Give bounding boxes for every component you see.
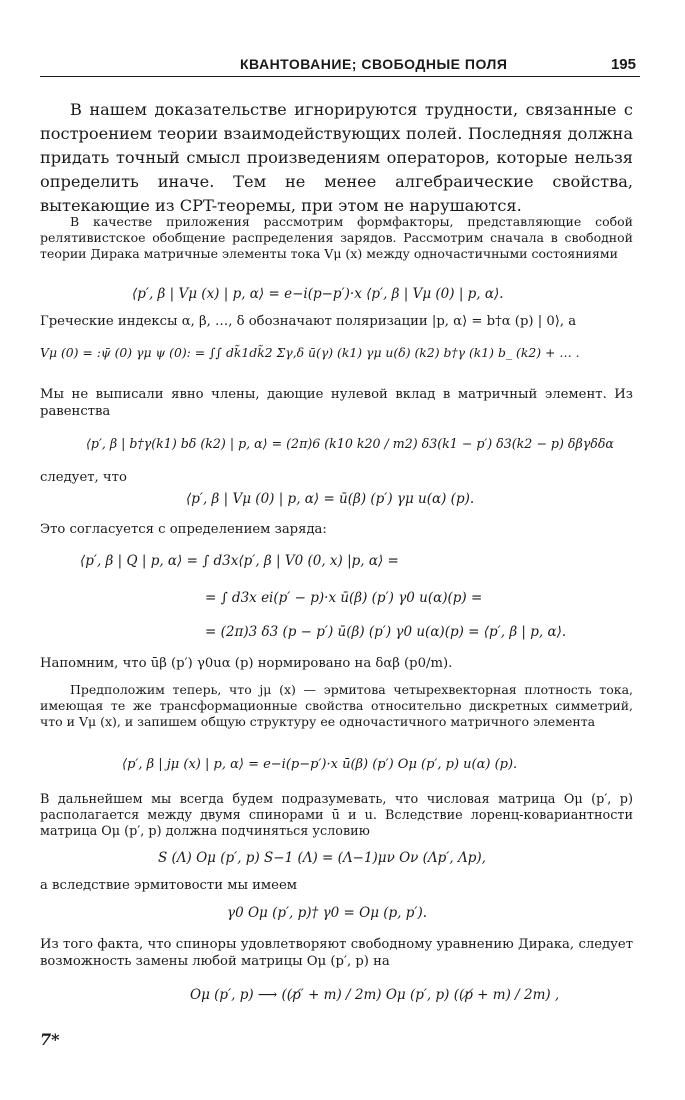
paragraph-hermiticity: а вследствие эрмитовости мы имеем [40, 878, 298, 893]
intro-paragraph: В нашем доказательстве игнорируются трудности, связанные с построением теории взаимодействующих полей. Последняя должна придать точный смысл произведениям операторов, которые нельзя определить иначе. Тем не менее алгебраические свойства, вытекающие из CPT-теоремы, при этом не нарушаются. [40, 100, 633, 215]
paragraph-charge: Это согласуется с определением заряда: [40, 522, 327, 537]
paragraph-suppose: Предположим теперь, что jμ (x) — эрмитова четырехвекторная плотность тока, имеющая те же трансформационные свойства относительно дискретных симметрий, что и Vμ (x), и запишем общую структуру ее одночастичного матричного элемента [40, 682, 633, 730]
equation-9: Oμ (p′, p) ⟶ ((p̸′ + m) / 2m) Oμ (p′, p) ((p̸ + m) / 2m) , [190, 987, 560, 1003]
page-number: 195 [610, 56, 636, 73]
equation-5b: = ∫ d3x ei(p′ − p)·x ū(β) (p′) γ0 u(α)(p) = [205, 590, 483, 606]
header-rule [40, 76, 640, 77]
page-header [40, 50, 640, 80]
equation-5c: = (2π)3 δ3 (p − p′) ū(β) (p′) γ0 u(α)(p) = ⟨p′, β | p, α⟩. [205, 624, 567, 640]
paragraph-spinors: Из того факта, что спиноры удовлетворяют свободному уравнению Дирака, следует возможность замены любой матрицы Oμ (p′, p) на [40, 937, 633, 969]
equation-4: ⟨p′, β | Vμ (0) | p, α⟩ = ū(β) (p′) γμ u(α) (p). [186, 491, 475, 507]
paragraph-further: В дальнейшем мы всегда будем подразумевать, что числовая матрица Oμ (p′, p) располагается между двумя спинорами ū и u. Вследствие лоренц-ковариантности матрица Oμ (p′, p) должна подчиняться условию [40, 792, 633, 840]
paragraph-omitted-terms: Мы не выписали явно члены, дающие нулевой вклад в матричный элемент. Из равенства [40, 387, 633, 419]
equation-7: S (Λ) Oμ (p′, p) S−1 (Λ) = (Λ−1)μν Oν (Λp′, Λp), [158, 850, 486, 866]
equation-5a: ⟨p′, β | Q | p, α⟩ = ∫ d3x⟨p′, β | V0 (0, x) |p, α⟩ = [80, 553, 399, 569]
paragraph-follows: следует, что [40, 470, 127, 485]
running-title: КВАНТОВАНИЕ; СВОБОДНЫЕ ПОЛЯ [240, 56, 508, 72]
paragraph-greek-indices: Греческие индексы α, β, …, δ обозначают поляризации |p, α⟩ = b†α (p) | 0⟩, а [40, 314, 577, 329]
equation-3: ⟨p′, β | b†γ(k1) bδ (k2) | p, α⟩ = (2π)6 (k10 k20 / m2) δ3(k1 − p′) δ3(k2 − p) δβγδδα [86, 436, 614, 451]
paragraph-form-factors: В качестве приложения рассмотрим формфакторы, представляющие собой релятивистское обобщение распределения зарядов. Рассмотрим сначала в свободной теории Дирака матричные элементы тока Vμ (x) между одночастичными состояниями [40, 214, 633, 262]
equation-1: ⟨p′, β | Vμ (x) | p, α⟩ = e−i(p−p′)·x ⟨p′, β | Vμ (0) | p, α⟩. [132, 286, 504, 302]
signature-mark: 7* [40, 1030, 60, 1049]
equation-2: Vμ (0) = :ψ̄ (0) γμ ψ (0): = ∫∫ dk̃1dk̃2 Σγ,δ ū(γ) (k1) γμ u(δ) (k2) b†γ (k1) b_ (k2) + … . [40, 345, 580, 360]
equation-6: ⟨p′, β | jμ (x) | p, α⟩ = e−i(p−p′)·x ū(β) (p′) Oμ (p′, p) u(α) (p). [122, 757, 518, 772]
paragraph-recall: Напомним, что ūβ (p′) γ0uα (p) нормировано на δαβ (p0/m). [40, 656, 453, 671]
equation-8: γ0 Oμ (p′, p)† γ0 = Oμ (p, p′). [227, 905, 428, 921]
